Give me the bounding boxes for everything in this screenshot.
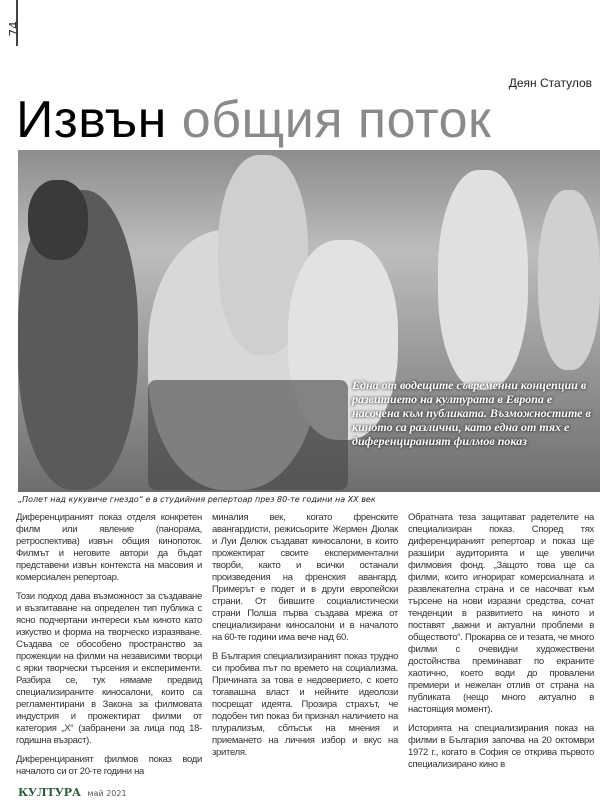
paragraph: Този подход дава възможност за създаване и възпитаване на определен тип публика с ясно подчертани интереси към киното като изкуство и форма на творческо изразяване. Създава се обособено пространство за прожекции на филми на независими творци с ярки творчески търсения и експерименти. Разбира се, тук нямаме предвид специализираните киносалони, които са регламентирани в Закона за филмовата индустрия и прожектират филми от категория „Х“ (забранени за лица под 18-годишна възраст). [16, 591, 202, 746]
title-part-1: Извън [16, 91, 167, 149]
text-column-1 [16, 512, 202, 785]
photo-figure [28, 180, 88, 260]
text-column-3 [408, 512, 594, 778]
paragraph: Диференцираният показ отделя конкретен филм или явление (панорама, ретроспектива) извън общия кинопоток. Филмът и неговите автори да бъдат представени извън контекста на масовия и комерсиален репертоар. [16, 512, 202, 583]
photo-bench [148, 380, 348, 490]
author-byline: Деян Статулов [508, 76, 592, 90]
issue-date: май 2021 [87, 789, 127, 798]
paragraph: миналия век, когато френските авангардисти, режисьорите Жермен Дюлак и Луи Делюк създават киносалони, в които прожектират своите експериментални творби, както и всички останали произведения на френския авангард. Примерът е подет и в други европейски страни. От бившите социалистически страни Полша първа създава мрежа от специализирани киносалони и в началото на 60-те години има вече над 60. [212, 512, 398, 643]
page-number: 74 [7, 21, 21, 37]
title-part-2: общия поток [181, 91, 492, 149]
article-title [16, 92, 491, 148]
text-column-2 [212, 512, 398, 766]
paragraph: В България специализираният показ трудно си пробива път по времето на социализма. Причината за това е недоверието, с което тогавашна власт и нейните идеолози посрещат идеята. Прозира страхът, че подобен тип показ би признал наличието на плурализъм, сблъсък на мнения и приемането на личния избор и вкус на зрителя. [212, 651, 398, 758]
page-footer [18, 786, 127, 800]
paragraph: Обратната теза защитават радетелите на специализиран показ. Според тях диференцираният репертоар и показ ще разшири аудиторията и ще увеличи филмовия фонд. „Защото това ще са филми, които игнорират комерсиалната и развлекателна страна и се насочват към търсене на нови изразни средства, сочат тенденции в развитието на киното и поставят „важни и актуални проблеми в обществото“. Прокарва се и тезата, че много филми с очевидни художествени достойнства преминават по екраните хаотично, което води до провалени премиери и нежелан отлив от страна на публиката (нещо много актуално в настоящия момент). [408, 512, 594, 715]
paragraph: Историята на специализирания показ на филми в България започва на 20 октомври 1972 г., когато в София се открива първото специализирано кино в [408, 723, 594, 770]
photo-figure [538, 190, 600, 370]
paragraph: Диференцираният филмов показ води началото си от 20-те години на [16, 754, 202, 777]
pull-quote: Една от водещите съвременни концепции в развитието на културата в Европа е насочена към публиката. Възможностите в киното са различни, като една от тях е диференцираният филмов показ [352, 378, 591, 448]
photo-caption: „Полет над кукувиче гнездо“ е в студийния репертоар през 80-те години на ХХ век [18, 495, 376, 504]
photo-figure [438, 170, 528, 390]
magazine-logo: КУЛТУРА [18, 786, 82, 799]
